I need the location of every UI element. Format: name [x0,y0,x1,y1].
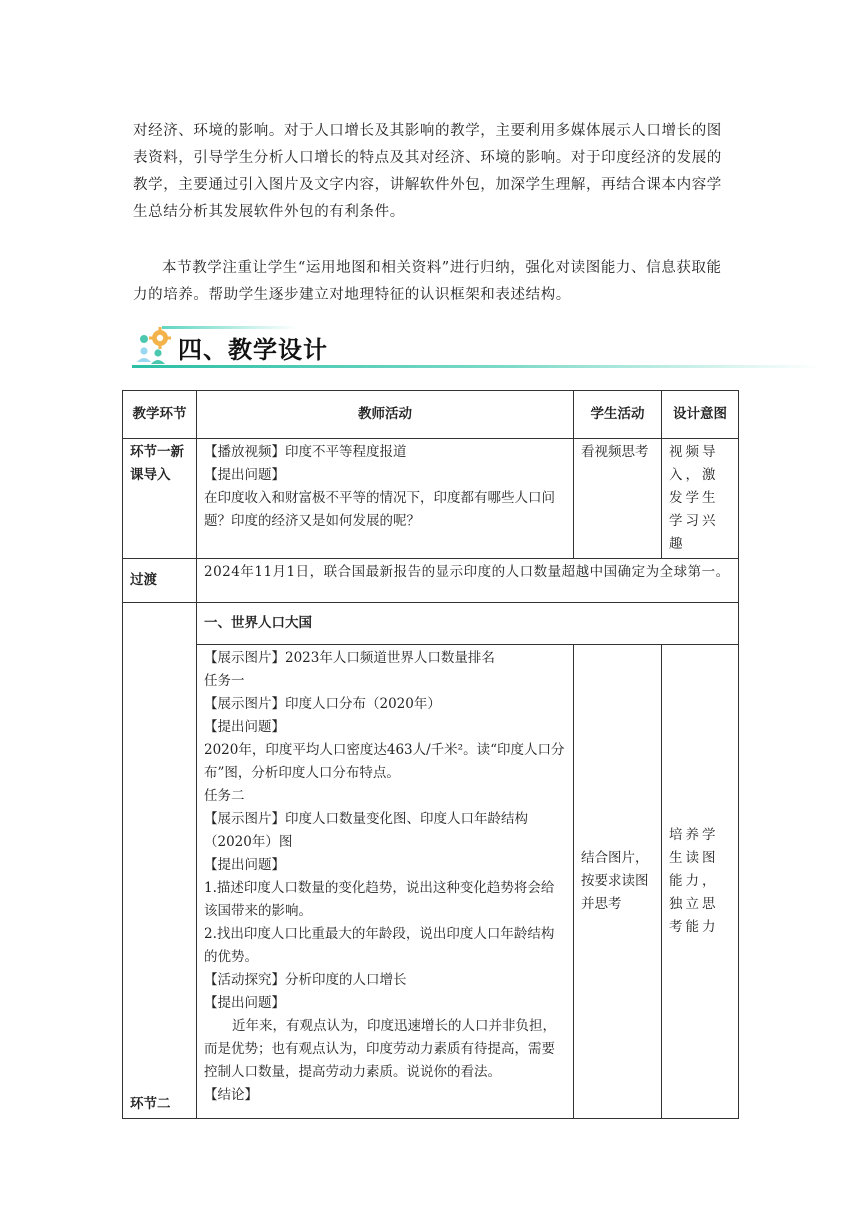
section-title-cell: 一、世界人口大国 [197,603,739,645]
student-cell: 看视频思考 [574,439,662,559]
table-header-row [123,391,739,439]
intro-paragraph: 对经济、环境的影响。对于人口增长及其影响的教学，主要利用多媒体展示人口增长的图表资料，引导学生分析人口增长的特点及其对经济、环境的影响。对于印度经济的发展的教学，主要通过引入图片及文字内容，讲解软件外包，加深学生理解，再结合课本内容学生总结分析其发展软件外包的有利条件。 [133,122,722,220]
transition-cell: 2024年11月1日，联合国最新报告的显示印度的人口数量超越中国确定为全球第一。 [197,559,739,603]
design-cell: 视频导入，激发学生学习兴趣 [662,439,739,559]
teacher-line: 在印度收入和财富极不平等的情况下，印度都有哪些人口问题？印度的经济又是如何发展的呢？ [204,490,555,529]
teacher-line: 任务一 [204,673,245,689]
teacher-line: 近年来，有观点认为，印度迅速增长的人口并非负担，而是优势；也有观点认为，印度劳动力素质有待提高，需要控制人口数量，提高劳动力素质。说说你的看法。 [204,1018,556,1080]
teacher-cell [197,439,574,559]
stage-cell: 环节二 [123,603,197,1119]
teacher-line: 【提出问题】 [204,995,285,1011]
header-design: 设计意图 [662,391,739,439]
heading-underline [132,365,822,368]
gear-people-icon [134,326,176,366]
table-row [123,645,739,1119]
header-stage: 教学环节 [123,391,197,439]
teacher-line: 【提出问题】 [204,467,285,483]
teacher-cell [197,645,574,1119]
teacher-line: 【结论】 [204,1087,258,1103]
header-teacher: 教师活动 [197,391,574,439]
teacher-line: 2.找出印度人口比重最大的年龄段，说出印度人口年龄结构的优势。 [204,926,555,965]
teacher-line: 【播放视频】印度不平等程度报道 [204,444,407,460]
teacher-line: 2020年，印度平均人口密度达463人/千米²。读“印度人口分布”图，分析印度人口分布特点。 [204,742,565,781]
teacher-line: 任务二 [204,788,245,804]
teacher-line: 【提出问题】 [204,857,285,873]
section-heading [132,324,832,370]
teacher-line: 1.描述印度人口数量的变化趋势，说出这种变化趋势将会给该国带来的影响。 [204,880,555,919]
table-row [123,559,739,603]
teacher-line: 【展示图片】印度人口分布（2020年） [204,696,441,712]
summary-paragraph: 本节教学注重让学生“运用地图和相关资料”进行归纳，强化对读图能力、信息获取能力的培养。帮助学生逐步建立对地理特征的认识框架和表述结构。 [133,259,722,303]
header-student: 学生活动 [574,391,662,439]
section-title: 四、教学设计 [178,336,328,364]
heading-top-line [162,326,297,329]
stage-cell: 环节一新课导入 [123,439,197,559]
teacher-line: 【提出问题】 [204,719,285,735]
stage-cell: 过渡 [123,559,197,603]
teacher-line: 【展示图片】印度人口数量变化图、印度人口年龄结构（2020年）图 [204,811,528,850]
student-cell: 结合图片，按要求读图并思考 [574,645,662,1119]
table-row [123,439,739,559]
teacher-line: 【活动探究】分析印度的人口增长 [204,972,407,988]
design-cell: 培养学生读图能力，独立思考能力 [662,645,739,1119]
teacher-line: 【展示图片】2023年人口频道世界人口数量排名 [204,650,495,666]
lesson-design-table [122,390,739,1119]
table-row [123,603,739,645]
